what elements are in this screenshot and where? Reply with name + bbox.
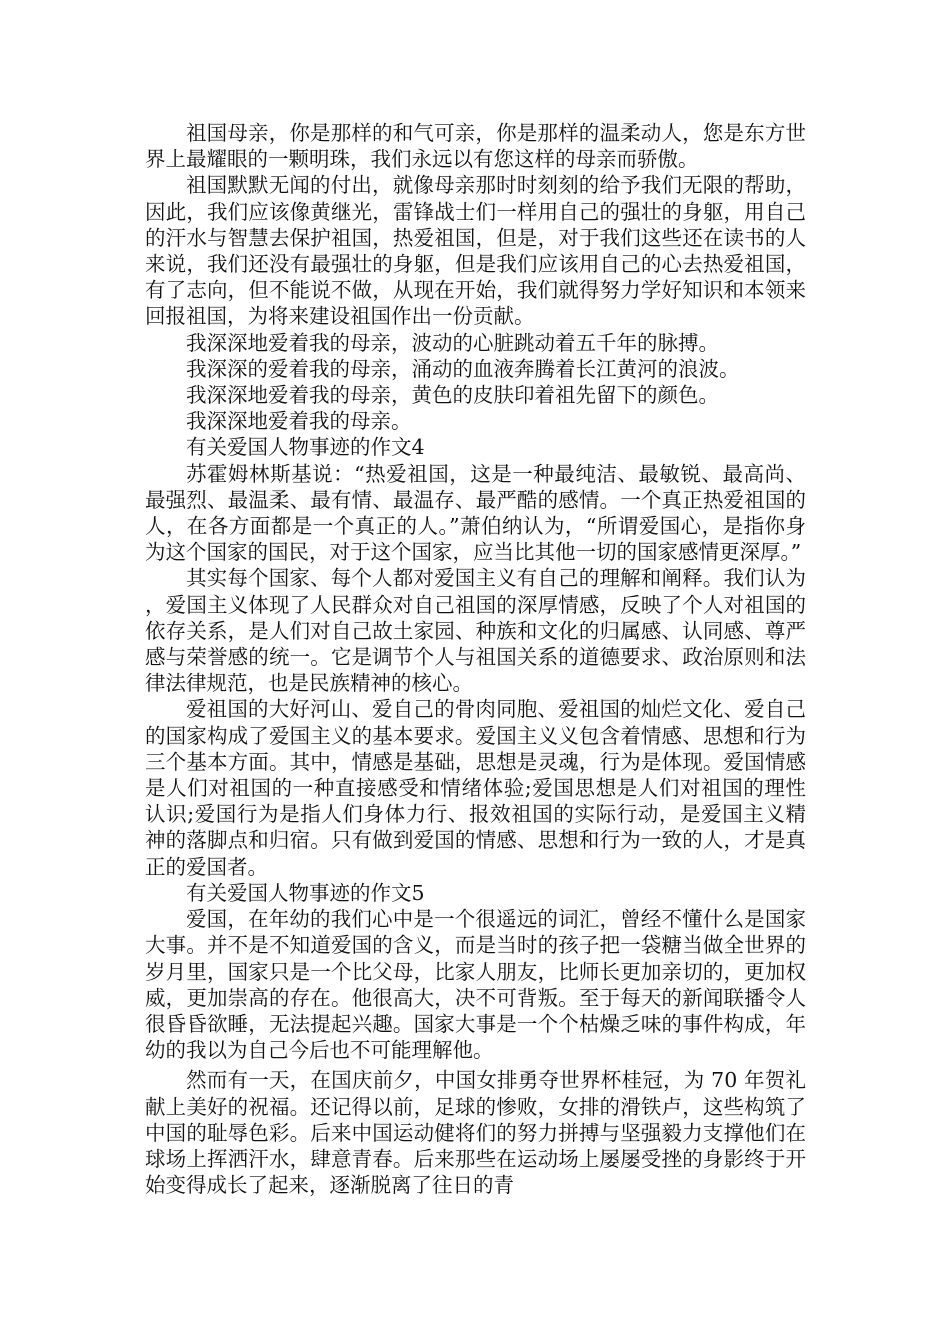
paragraph: 爱国，在年幼的我们心中是一个很遥远的词汇，曾经不懂什么是国家大事。并不是不知道爱国的含义，而是当时的孩子把一袋糖当做全世界的岁月里，国家只是一个比父母，比家人朋友，比师长更加亲切的，更加权威，更加崇高的存在。他很高大，决不可背叛。至于每天的新闻联播令人很昏昏欲睡，无法提起兴趣。国家大事是一个个枯燥乏味的事件构成，年幼的我以为自己今后也不可能理解他。 bbox=[145, 907, 806, 1063]
paragraph: 我深深的爱着我的母亲，涌动的血液奔腾着长江黄河的浪波。 bbox=[186, 356, 740, 381]
paragraph: 我深深地爱着我的母亲，黄色的皮肤印着祖先留下的颜色。 bbox=[186, 383, 719, 408]
paragraph: 爱祖国的大好河山、爱自己的骨肉同胞、爱祖国的灿烂文化、爱自己的国家构成了爱国主义的基本要求。爱国主义义包含着情感、思想和行为三个基本方面。其中，情感是基础，思想是灵魂，行为是体现。爱国情感是人们对祖国的一种直接感受和情绪体验;爱国思想是人们对祖国的理性认识;爱国行为是指人们身体力行、报效祖国的实际行动，是爱国主义精神的落脚点和归宿。只有做到爱国的情感、思想和行为一致的人，才是真正的爱国者。 bbox=[145, 697, 806, 879]
paragraph: 苏霍姆林斯基说：“热爱祖国，这是一种最纯洁、最敏锐、最高尚、最强烈、最温柔、最有情、最温存、最严酷的感情。一个真正热爱祖国的人，在各方面都是一个真正的人。”萧伯纳认为，“所谓爱国心，是指你身为这个国家的国民，对于这个国家，应当比其他一切的国家感情更深厚。” bbox=[145, 461, 806, 565]
paragraph: 祖国默默无闻的付出，就像母亲那时时刻刻的给予我们无限的帮助，因此，我们应该像黄继光，雷锋战士们一样用自己的强壮的身躯，用自己的汗水与智慧去保护祖国，热爱祖国，但是，对于我们这些还在读书的人来说，我们还没有最强壮的身躯，但是我们应该用自己的心去热爱祖国，有了志向，但不能说不做，从现在开始，我们就得努力学好知识和本领来回报祖国，为将来建设祖国作出一份贡献。 bbox=[145, 173, 806, 329]
section-heading: 有关爱国人物事迹的作文4 bbox=[186, 435, 425, 460]
paragraph: 我深深地爱着我的母亲，波动的心脏跳动着五千年的脉搏。 bbox=[186, 330, 719, 355]
paragraph: 其实每个国家、每个人都对爱国主义有自己的理解和阐释。我们认为，爱国主义体现了人民群众对自己祖国的深厚情感，反映了个人对祖国的依存关系，是人们对自己故土家园、种族和文化的归属感、认同感、尊严感与荣誉感的统一。它是调节个人与祖国关系的道德要求、政治原则和法律法律规范，也是民族精神的核心。 bbox=[145, 566, 806, 696]
section-heading: 有关爱国人物事迹的作文5 bbox=[186, 880, 425, 905]
paragraph: 然而有一天，在国庆前夕，中国女排勇夺世界杯桂冠，为 70 年贺礼献上美好的祝福。还记得以前，足球的惨败，女排的滑铁卢，这些构筑了中国的耻辱色彩。后来中国运动健将们的努力拼搏与坚强毅力支撑他们在球场上挥洒汗水，肆意青春。后来那些在运动场上屡屡受挫的身影终于开始变得成长了起来，逐渐脱离了往日的青 bbox=[145, 1068, 806, 1198]
paragraph: 祖国母亲，你是那样的和气可亲，你是那样的温柔动人，您是东方世界上最耀眼的一颗明珠，我们永远以有您这样的母亲而骄傲。 bbox=[145, 121, 806, 172]
document-body bbox=[145, 120, 806, 1198]
paragraph: 我深深地爱着我的母亲。 bbox=[186, 409, 412, 434]
